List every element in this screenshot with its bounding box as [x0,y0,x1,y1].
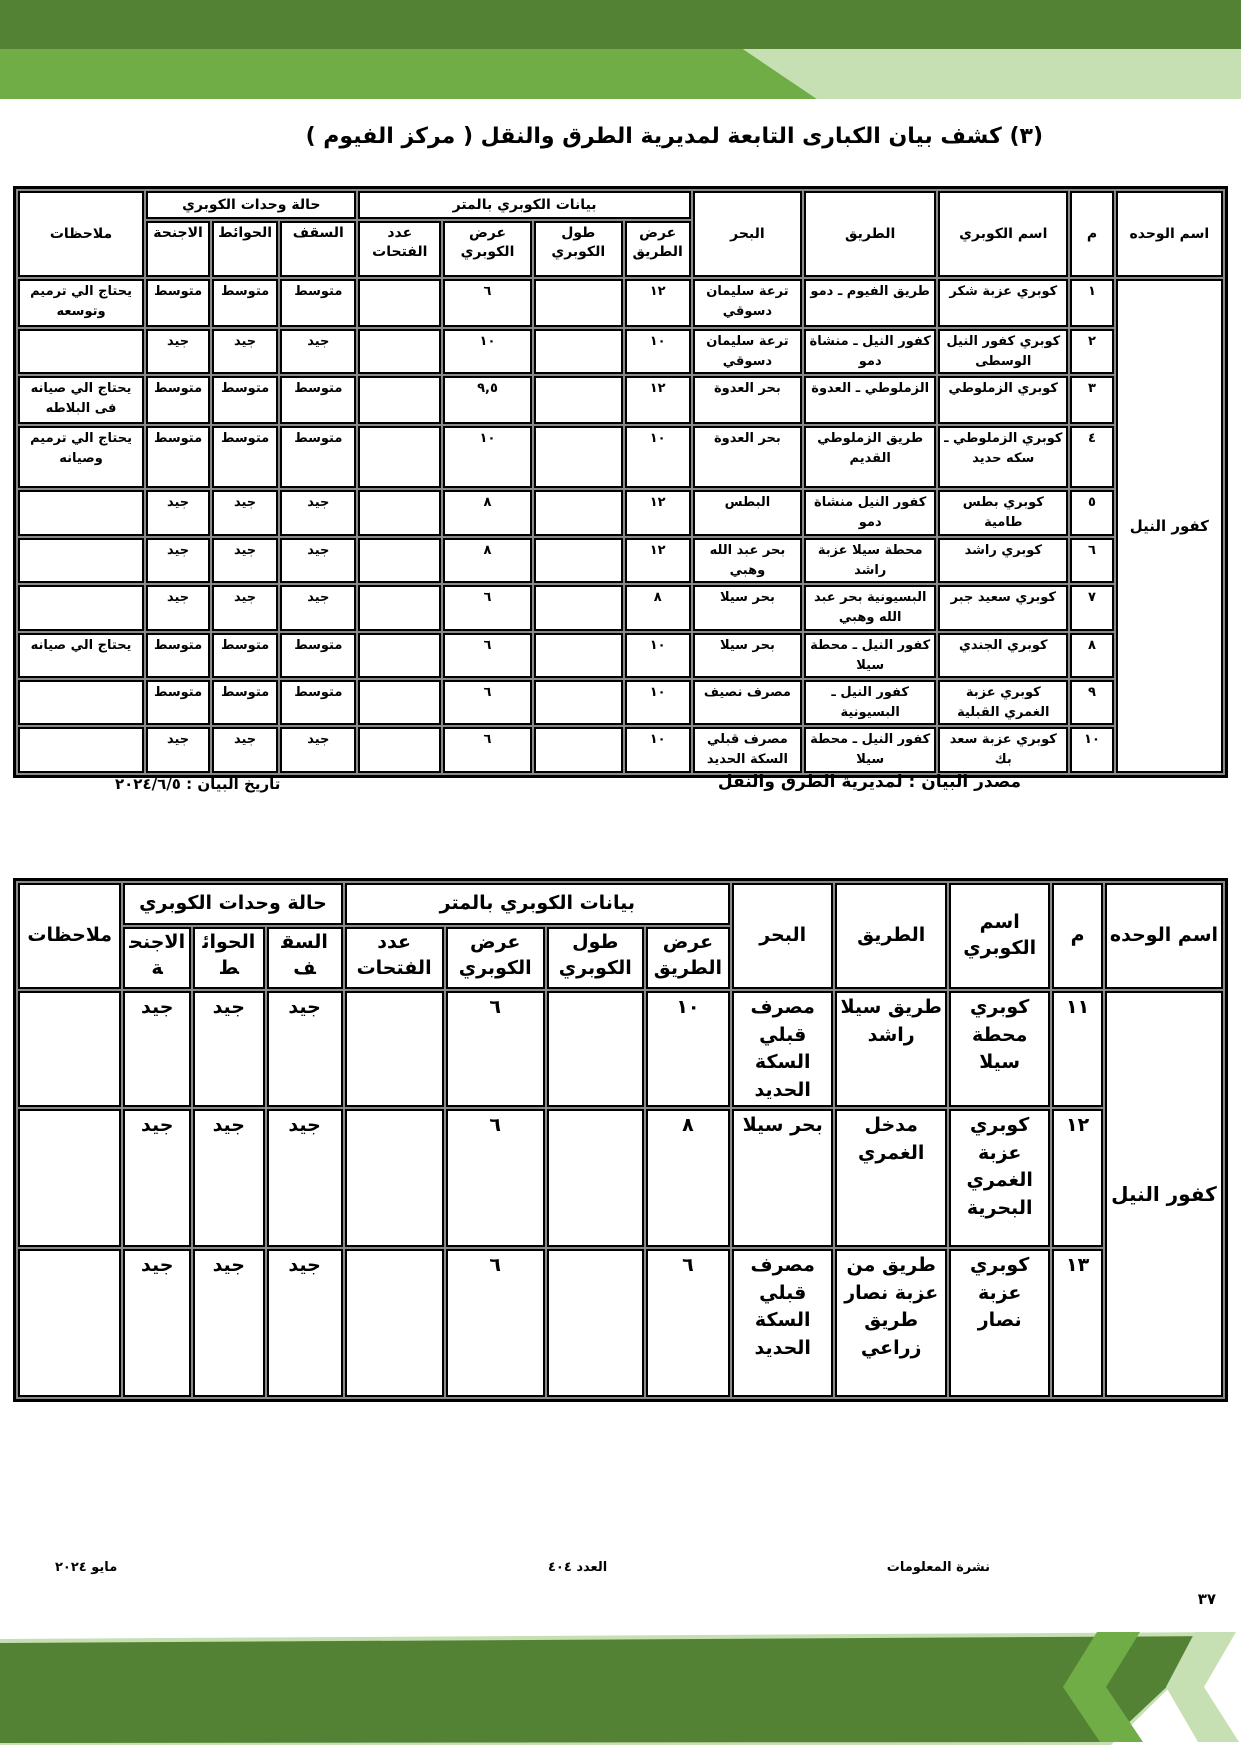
cell-bridge: كوبري الزملوطي [938,376,1068,424]
cell-notes: يحتاج الي ترميم وصيانه [18,426,144,488]
col-header-notes: ملاحظات [18,191,144,277]
cell-walls: متوسط [212,680,278,725]
col-header-road: الطريق [835,883,947,989]
cell-wings: متوسط [146,633,210,678]
cell-road: كفور النيل ـ محطة سيلا [804,727,936,773]
cell-bridge: كوبري الجندي [938,633,1068,678]
cell-bridge-width: ٦ [446,991,545,1107]
cell-wings: جيد [146,727,210,773]
cell-sea: بحر العدوة [693,376,802,424]
page-title: (٣) كشف بيان الكبارى التابعة لمديرية الطرق والنقل ( مركز الفيوم ) [305,124,1043,149]
col-header-no: م [1052,883,1103,989]
cell-notes: يحتاج الي ترميم وتوسعه [18,279,144,327]
cell-road-width: ١٠ [625,633,691,678]
cell-no: ٦ [1070,538,1113,583]
cell-openings [345,1249,444,1397]
cell-walls: جيد [212,538,278,583]
col-group-bridge-data: بيانات الكوبري بالمتر [345,883,731,925]
cell-notes: يحتاج الي صيانه فى البلاطه [18,376,144,424]
col-header-openings: عدد الفتحات [345,927,444,989]
col-header-bridge-width: عرض الكوبري [446,927,545,989]
cell-bridge-width: ٨ [443,490,532,536]
cell-walls: جيد [212,329,278,374]
col-header-road-width: عرض الطريق [646,927,730,989]
cell-ceiling: جيد [280,727,356,773]
header-row-groups [18,191,1223,219]
footer-issue-number: العدد ٤٠٤ [548,1560,608,1575]
cell-sea: مصرف قبلي السكة الحديد [732,991,833,1107]
cell-bridge: كوبري عزبة نصار [949,1249,1050,1397]
col-group-condition: حالة وحدات الكوبري [146,191,356,219]
cell-openings [358,376,441,424]
header-band-dark [0,0,1241,49]
cell-wings: جيد [123,1249,191,1397]
col-header-bridge-length: طول الكوبري [534,221,623,277]
cell-sea: مصرف نصيف [693,680,802,725]
cell-notes [18,680,144,725]
cell-bridge: كوبري بطس طامية [938,490,1068,536]
header-band-split [0,49,1241,99]
cell-road-width: ١٠ [646,991,730,1107]
bridge-row [18,538,1223,583]
cell-ceiling: متوسط [280,279,356,327]
bridge-row [18,1109,1223,1247]
col-header-unit: اسم الوحده [1116,191,1223,277]
header-row-groups [18,883,1223,925]
cell-no: ٩ [1070,680,1113,725]
cell-road-width: ٨ [625,585,691,631]
cell-notes [18,329,144,374]
cell-ceiling: متوسط [280,376,356,424]
col-header-no: م [1070,191,1113,277]
cell-notes: يحتاج الي صيانه [18,633,144,678]
cell-notes [18,991,121,1107]
cell-walls: جيد [193,991,265,1107]
bridge-row [18,680,1223,725]
cell-openings [358,490,441,536]
cell-road: كفور النيل منشاة دمو [804,490,936,536]
cell-road: طريق الزملوطي القديم [804,426,936,488]
cell-bridge-width: ٩,٥ [443,376,532,424]
cell-bridge-length [534,279,623,327]
cell-sea: بحر العدوة [693,426,802,488]
cell-no: ٢ [1070,329,1113,374]
cell-wings: متوسط [146,680,210,725]
cell-openings [345,1109,444,1247]
col-header-openings: عدد الفتحات [358,221,441,277]
cell-bridge-width: ١٠ [443,329,532,374]
data-source-label: مصدر البيان : لمديرية الطرق والنقل [717,772,1021,792]
col-header-bridge-name: اسم الكوبري [949,883,1050,989]
col-header-notes: ملاحظات [18,883,121,989]
cell-no: ١٠ [1070,727,1113,773]
bridge-row [18,279,1223,327]
cell-bridge-length [534,376,623,424]
cell-sea: مصرف قبلي السكة الحديد [693,727,802,773]
cell-sea: بحر سيلا [732,1109,833,1247]
cell-bridge: كوبري عزبة الغمري البحرية [949,1109,1050,1247]
footer-bulletin-name: نشرة المعلومات [886,1560,990,1575]
bridges-table-1 [13,186,1228,778]
footer-band-dark [0,1632,1241,1745]
cell-walls: متوسط [212,279,278,327]
unit-name-cell: كفور النيل [1105,991,1223,1397]
cell-road: البسيونية بحر عبد الله وهبي [804,585,936,631]
cell-wings: جيد [146,329,210,374]
col-header-bridge-width: عرض الكوبري [443,221,532,277]
cell-no: ٣ [1070,376,1113,424]
cell-wings: متوسط [146,426,210,488]
col-header-walls: الحوائط [193,927,265,989]
cell-walls: متوسط [212,426,278,488]
cell-bridge-length [534,727,623,773]
cell-notes [18,585,144,631]
cell-ceiling: جيد [267,991,343,1107]
bridge-row [18,329,1223,374]
cell-no: ٥ [1070,490,1113,536]
bridge-row [18,1249,1223,1397]
cell-road: مدخل الغمري [835,1109,947,1247]
bridge-row [18,585,1223,631]
cell-walls: جيد [212,585,278,631]
cell-road: محطة سيلا عزبة راشد [804,538,936,583]
cell-wings: جيد [146,538,210,583]
col-header-wings: الاجنحة [123,927,191,989]
col-group-condition: حالة وحدات الكوبري [123,883,342,925]
cell-bridge-length [547,1109,644,1247]
cell-road: كفور النيل ـ محطة سيلا [804,633,936,678]
cell-walls: جيد [212,727,278,773]
footer-month: مايو ٢٠٢٤ [55,1560,118,1575]
bridges-table-2 [13,878,1228,1402]
cell-bridge-width: ٨ [443,538,532,583]
cell-road: طريق سيلا راشد [835,991,947,1107]
cell-openings [358,279,441,327]
cell-bridge-width: ٦ [446,1249,545,1397]
cell-sea: بحر عبد الله وهبي [693,538,802,583]
cell-bridge-length [534,633,623,678]
col-header-ceiling: السقف [280,221,356,277]
col-header-sea: البحر [732,883,833,989]
cell-road-width: ٦ [646,1249,730,1397]
cell-road: طريق الفيوم ـ دمو [804,279,936,327]
cell-road-width: ٨ [646,1109,730,1247]
cell-wings: جيد [123,991,191,1107]
cell-no: ٨ [1070,633,1113,678]
cell-bridge: كوبري محطة سيلا [949,991,1050,1107]
cell-bridge: كوبري راشد [938,538,1068,583]
cell-bridge-length [547,1249,644,1397]
cell-ceiling: جيد [280,329,356,374]
cell-walls: متوسط [212,376,278,424]
col-header-unit: اسم الوحده [1105,883,1223,989]
col-header-bridge-name: اسم الكوبري [938,191,1068,277]
cell-ceiling: جيد [280,490,356,536]
col-header-sea: البحر [693,191,802,277]
cell-no: ١٢ [1052,1109,1103,1247]
cell-ceiling: متوسط [280,426,356,488]
bridge-row [18,490,1223,536]
cell-ceiling: متوسط [280,680,356,725]
cell-bridge: كوبري سعيد جبر [938,585,1068,631]
cell-openings [358,633,441,678]
cell-bridge-length [534,490,623,536]
cell-bridge-width: ٦ [446,1109,545,1247]
bridge-row [18,991,1223,1107]
cell-openings [358,585,441,631]
cell-openings [358,426,441,488]
cell-openings [358,727,441,773]
cell-bridge: كوبري عزبة سعد بك [938,727,1068,773]
data-date-label: تاريخ البيان : ٢٠٢٤/٦/٥ [115,775,281,793]
cell-ceiling: جيد [280,585,356,631]
col-header-ceiling: السقف [267,927,343,989]
cell-road: كفور النيل ـ منشاة دمو [804,329,936,374]
cell-bridge-width: ١٠ [443,426,532,488]
cell-notes [18,538,144,583]
cell-road-width: ١٢ [625,538,691,583]
cell-openings [345,991,444,1107]
cell-sea: بحر سيلا [693,585,802,631]
source-line [0,772,1241,802]
cell-road-width: ١٢ [625,279,691,327]
bridge-row [18,376,1223,424]
cell-ceiling: جيد [267,1249,343,1397]
cell-sea: بحر سيلا [693,633,802,678]
cell-bridge-width: ٦ [443,727,532,773]
cell-no: ١ [1070,279,1113,327]
cell-notes [18,1249,121,1397]
col-header-road-width: عرض الطريق [625,221,691,277]
cell-road-width: ١٠ [625,426,691,488]
cell-no: ٧ [1070,585,1113,631]
col-header-wings: الاجنحة [146,221,210,277]
cell-notes [18,727,144,773]
cell-openings [358,680,441,725]
cell-walls: متوسط [212,633,278,678]
cell-wings: جيد [146,490,210,536]
cell-wings: جيد [123,1109,191,1247]
cell-bridge-length [534,680,623,725]
cell-wings: متوسط [146,279,210,327]
table-1-body [18,279,1223,773]
col-header-bridge-length: طول الكوبري [547,927,644,989]
cell-sea: ترعة سليمان دسوقي [693,279,802,327]
cell-sea: البطس [693,490,802,536]
col-group-bridge-data: بيانات الكوبري بالمتر [358,191,690,219]
cell-road-width: ١٢ [625,376,691,424]
cell-bridge-width: ٦ [443,680,532,725]
cell-road: طريق من عزبة نصار طريق زراعي [835,1249,947,1397]
cell-road-width: ١٠ [625,329,691,374]
col-header-walls: الحوائط [212,221,278,277]
cell-road-width: ١٠ [625,680,691,725]
cell-road: الزملوطي ـ العدوة [804,376,936,424]
unit-name-cell: كفور النيل [1116,279,1223,773]
cell-walls: جيد [193,1249,265,1397]
cell-no: ٤ [1070,426,1113,488]
cell-walls: جيد [212,490,278,536]
cell-bridge-width: ٦ [443,279,532,327]
cell-bridge: كوبري كفور النيل الوسطى [938,329,1068,374]
cell-wings: متوسط [146,376,210,424]
cell-road-width: ١٢ [625,490,691,536]
bridge-row [18,633,1223,678]
cell-openings [358,538,441,583]
bridge-row [18,727,1223,773]
cell-bridge-length [534,426,623,488]
cell-bridge-length [534,538,623,583]
cell-no: ١١ [1052,991,1103,1107]
cell-ceiling: جيد [280,538,356,583]
bridge-row [18,426,1223,488]
page-number: ٣٧ [1197,1590,1216,1608]
footer-band [0,1632,1241,1745]
cell-bridge-width: ٦ [443,585,532,631]
cell-notes [18,490,144,536]
cell-road-width: ١٠ [625,727,691,773]
cell-road: كفور النيل ـ البسيونية [804,680,936,725]
cell-bridge: كوبري عزبة الغمري القبلية [938,680,1068,725]
col-header-road: الطريق [804,191,936,277]
cell-wings: جيد [146,585,210,631]
cell-sea: ترعة سليمان دسوقي [693,329,802,374]
cell-bridge-length [534,585,623,631]
cell-walls: جيد [193,1109,265,1247]
cell-ceiling: جيد [267,1109,343,1247]
cell-ceiling: متوسط [280,633,356,678]
cell-bridge: كوبري عزبة شكر [938,279,1068,327]
cell-sea: مصرف قبلي السكة الحديد [732,1249,833,1397]
table-2-body [18,991,1223,1397]
cell-bridge-length [534,329,623,374]
cell-bridge-length [547,991,644,1107]
cell-notes [18,1109,121,1247]
cell-bridge: كوبري الزملوطي ـ سكه حديد [938,426,1068,488]
cell-bridge-width: ٦ [443,633,532,678]
cell-no: ١٣ [1052,1249,1103,1397]
cell-openings [358,329,441,374]
